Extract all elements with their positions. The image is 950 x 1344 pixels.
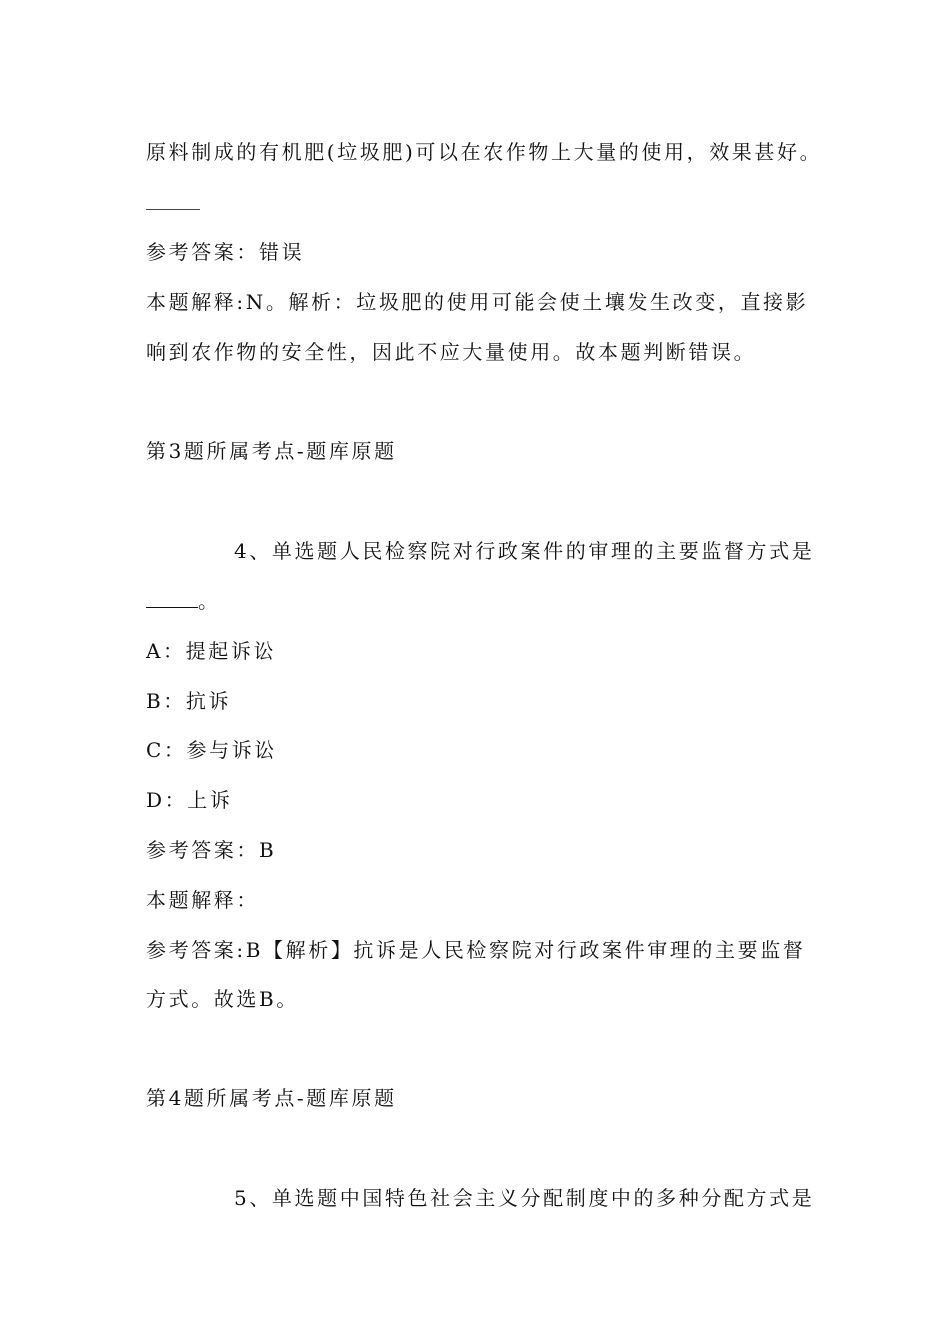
option-b: B：抗诉 [146, 689, 232, 713]
explanation-line: 本题解释:N。解析：垃圾肥的使用可能会使土壤发生改变，直接影 [146, 290, 809, 314]
explanation-line: 方式。故选B。 [146, 987, 299, 1011]
explanation-label: 本题解释： [146, 888, 259, 912]
stem-end-punctuation: 。 [198, 589, 221, 613]
reference-answer: 参考答案：错误 [146, 240, 305, 264]
explanation-line: 响到农作物的安全性，因此不应大量使用。故本题判断错误。 [146, 340, 757, 364]
topic-note: 第3题所属考点-题库原题 [146, 439, 397, 463]
question-stem-line: 4、单选题人民检察院对行政案件的审理的主要监督方式是 [234, 539, 815, 563]
option-c: C：参与诉讼 [146, 738, 277, 762]
reference-answer: 参考答案：B [146, 838, 277, 862]
question-stem-line [146, 587, 221, 615]
option-d: D：上诉 [146, 788, 233, 812]
answer-blank [146, 589, 198, 608]
question-stem-line: 5、单选题中国特色社会主义分配制度中的多种分配方式是 [234, 1186, 815, 1210]
option-a: A：提起诉讼 [146, 639, 277, 663]
answer-blank-line [146, 209, 200, 210]
explanation-line: 参考答案:B【解析】抗诉是人民检察院对行政案件审理的主要监督 [146, 938, 806, 962]
question-stem-line: 原料制成的有机肥(垃圾肥)可以在农作物上大量的使用，效果甚好。 [146, 140, 823, 164]
topic-note: 第4题所属考点-题库原题 [146, 1086, 397, 1110]
